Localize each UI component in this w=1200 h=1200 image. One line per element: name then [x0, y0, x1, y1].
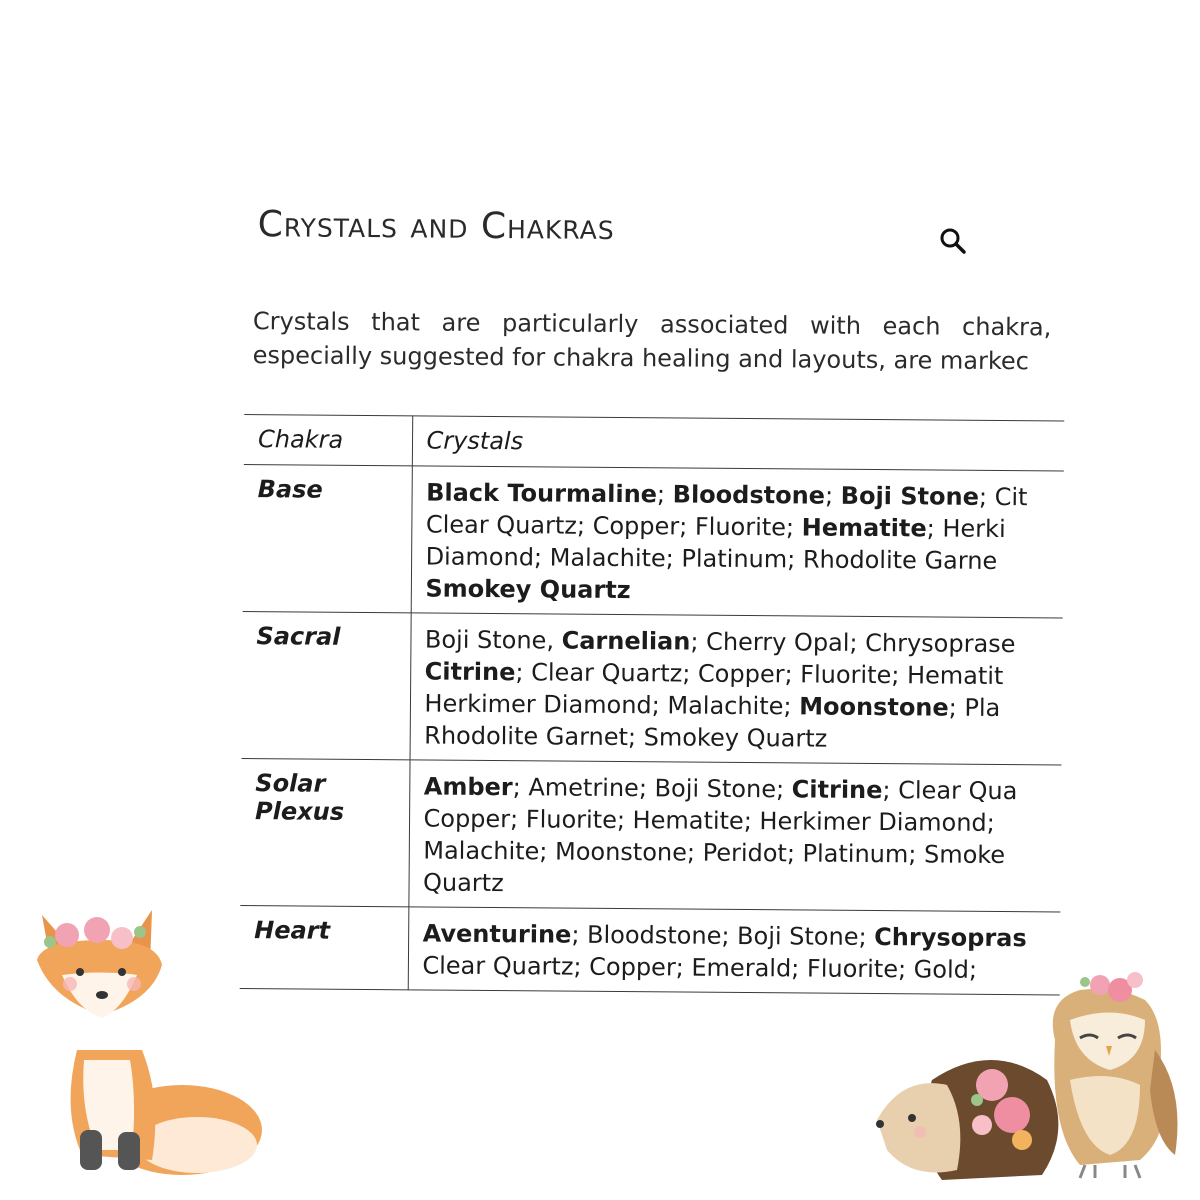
- table-row: [240, 906, 1061, 995]
- crystals-cell: [411, 466, 1064, 618]
- crystal-name-highlighted: Black Tourmaline: [426, 478, 658, 509]
- crystal-name-highlighted: Bloodstone: [672, 480, 826, 510]
- crystal-name-highlighted: Chrysopras: [874, 923, 1027, 953]
- crystal-list-line: [425, 623, 1063, 660]
- crystal-list-line: [423, 834, 1061, 871]
- crystal-text: ;: [656, 480, 673, 509]
- header-crystals-label: Crystals: [426, 426, 524, 456]
- zoom-search-button[interactable]: [936, 224, 972, 260]
- crystal-name-highlighted: Carnelian: [561, 626, 691, 656]
- chakra-name: Base: [257, 475, 323, 504]
- crystal-list-line: [426, 508, 1064, 545]
- crystal-text: ; Clear Qua: [882, 776, 1018, 806]
- crystal-list: [425, 476, 1063, 609]
- header-chakra-label: Chakra: [257, 425, 344, 454]
- crystals-cell: [408, 907, 1061, 995]
- chakra-cell: [242, 612, 411, 760]
- crystal-list-line: [423, 802, 1061, 839]
- crystal-text: Rhodolite Garnet; Smokey Quartz: [424, 721, 828, 753]
- crystal-list-line: [425, 655, 1063, 692]
- chakra-name: Heart: [254, 916, 331, 945]
- chakra-crystal-table: [240, 414, 1064, 995]
- crystals-cell: [408, 760, 1061, 912]
- crystal-list-line: [424, 687, 1062, 724]
- crystal-text: Clear Quartz; Copper; Emerald; Fluorite; Gold;: [422, 951, 978, 984]
- intro-line: Crystals that are particularly associated with each chakra,: [252, 307, 1052, 342]
- fox-illustration: [22, 900, 272, 1190]
- search-icon: [936, 224, 972, 260]
- crystal-list-line: [423, 917, 1061, 954]
- crystal-text: ; Cit: [978, 482, 1028, 512]
- crystal-text: Quartz: [422, 868, 504, 898]
- crystal-list-line: [426, 540, 1064, 577]
- header-crystals: [412, 416, 1064, 471]
- crystal-text: Clear Quartz; Copper; Fluorite;: [425, 510, 802, 542]
- crystal-text: Malachite; Moonstone; Peridot; Platinum; Smoke: [423, 836, 1006, 870]
- crystal-text: ; Ametrine; Boji Stone;: [512, 773, 792, 804]
- crystal-text: ; Herki: [926, 514, 1006, 544]
- chakra-cell: [243, 465, 412, 613]
- crystal-list: [422, 917, 1060, 986]
- crystal-list: [424, 623, 1062, 756]
- crystal-list-line: [422, 949, 1060, 986]
- crystal-name-highlighted: Moonstone: [799, 692, 949, 722]
- crystal-text: Diamond; Malachite; Platinum; Rhodolite Garne: [425, 542, 998, 575]
- book-page: [232, 190, 1052, 994]
- crystal-name-highlighted: Citrine: [791, 775, 883, 805]
- table-header-row: [244, 415, 1064, 471]
- crystal-list-line: [424, 770, 1062, 807]
- crystal-name-highlighted: Smokey Quartz: [425, 574, 631, 605]
- crystal-text: Herkimer Diamond; Malachite;: [424, 689, 800, 721]
- intro-paragraph: [253, 304, 1154, 379]
- table-row: [240, 759, 1061, 912]
- crystal-text: ; Bloodstone; Boji Stone;: [571, 920, 875, 952]
- header-chakra: [244, 415, 412, 466]
- chakra-cell: [240, 759, 409, 907]
- crystal-name-highlighted: Boji Stone: [840, 481, 980, 511]
- page-heading: Crystals and Chakras: [257, 204, 615, 248]
- crystal-list: [423, 770, 1061, 903]
- crystal-name-highlighted: Aventurine: [422, 919, 572, 949]
- table-row: [242, 612, 1063, 765]
- table-row: [243, 465, 1064, 618]
- crystal-name-highlighted: Hematite: [801, 513, 927, 543]
- crystal-text: ;: [824, 481, 841, 510]
- crystal-text: Copper; Fluorite; Hematite; Herkimer Diamond;: [423, 804, 995, 837]
- crystal-name-highlighted: Citrine: [424, 657, 516, 687]
- intro-line: especially suggested for chakra healing and layouts, are markec: [252, 341, 1030, 376]
- crystal-list-line: [425, 572, 1063, 609]
- crystals-cell: [410, 613, 1063, 765]
- crystal-text: ; Cherry Opal; Chrysoprase: [690, 627, 1016, 659]
- crystal-text: ; Clear Quartz; Copper; Fluorite; Hematit: [515, 658, 1004, 691]
- owl-illustration: [1040, 960, 1190, 1180]
- chakra-name: Solar Plexus: [255, 769, 345, 826]
- crystal-name-highlighted: Amber: [423, 772, 513, 802]
- crystal-list-line: [423, 866, 1061, 903]
- crystal-list-line: [426, 476, 1064, 513]
- chakra-name: Sacral: [256, 622, 341, 651]
- crystal-text: ; Pla: [948, 693, 1001, 723]
- crystal-list-line: [424, 719, 1062, 756]
- crystal-text: Boji Stone,: [424, 625, 562, 655]
